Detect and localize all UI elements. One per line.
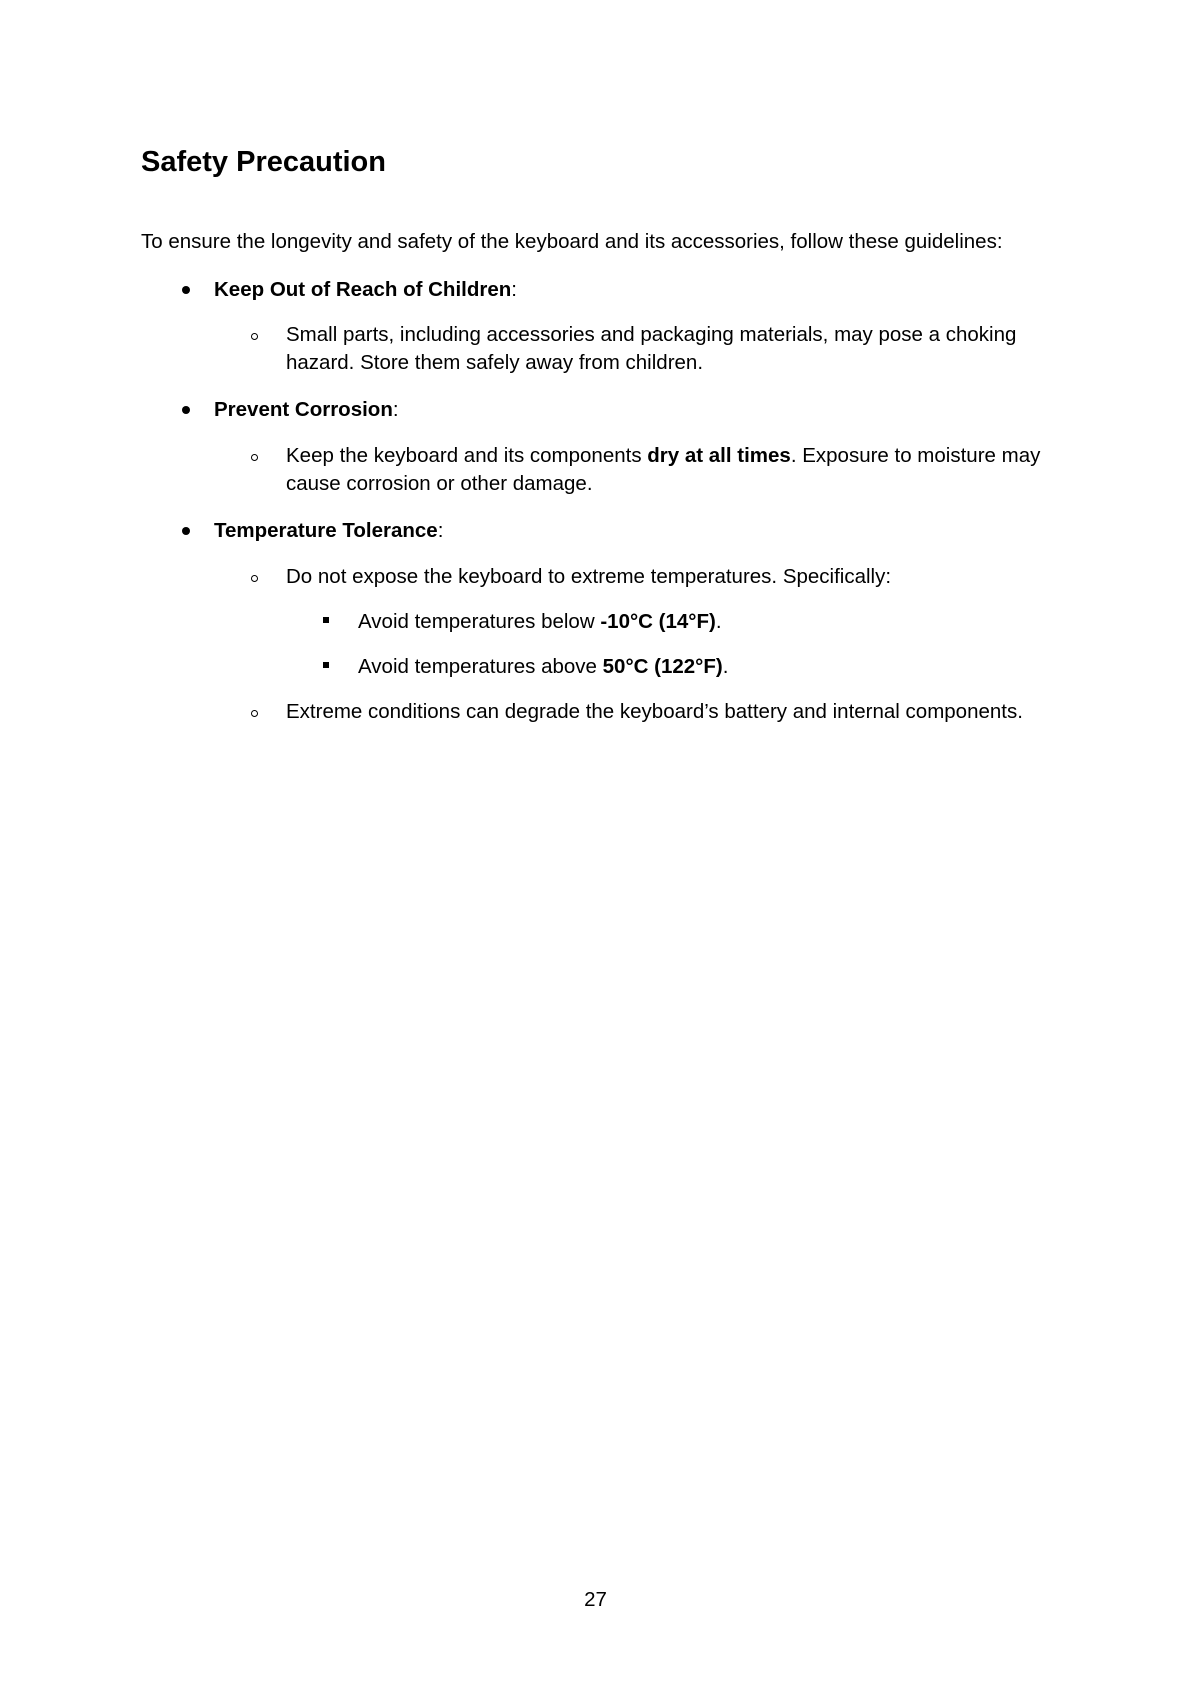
bullet-disc-icon [182,286,190,294]
list-item-corrosion-line2: cause corrosion or other damage. [286,472,593,495]
section-heading-children: Keep Out of Reach of Children: [214,278,517,301]
bullet-circle-icon [251,575,258,582]
bullet-circle-icon [251,333,258,340]
intro-paragraph: To ensure the longevity and safety of the keyboard and its accessories, follow these guidelines: [141,230,1003,253]
page-title: Safety Precaution [141,146,386,178]
sub-item-temp-below: Avoid temperatures below -10°C (14°F). [358,610,722,633]
section-heading-corrosion: Prevent Corrosion: [214,398,399,421]
bullet-square-icon [323,662,329,668]
bullet-circle-icon [251,710,258,717]
page-number: 27 [584,1588,607,1611]
section-heading-temperature: Temperature Tolerance: [214,519,444,542]
list-item-temperature-intro: Do not expose the keyboard to extreme temperatures. Specifically: [286,565,892,588]
list-item-children-line2: hazard. Store them safely away from children. [286,351,704,374]
bullet-disc-icon [182,527,190,535]
bullet-circle-icon [251,454,258,461]
list-item-children-line1: Small parts, including accessories and packaging materials, may pose a choking [286,323,1017,346]
list-item-temperature-extreme: Extreme conditions can degrade the keyboard’s battery and internal components. [286,700,1023,723]
bullet-disc-icon [182,406,190,414]
sub-item-temp-above: Avoid temperatures above 50°C (122°F). [358,655,729,678]
list-item-corrosion-line1: Keep the keyboard and its components dry at all times. Exposure to moisture may [286,444,1041,467]
bullet-square-icon [323,617,329,623]
